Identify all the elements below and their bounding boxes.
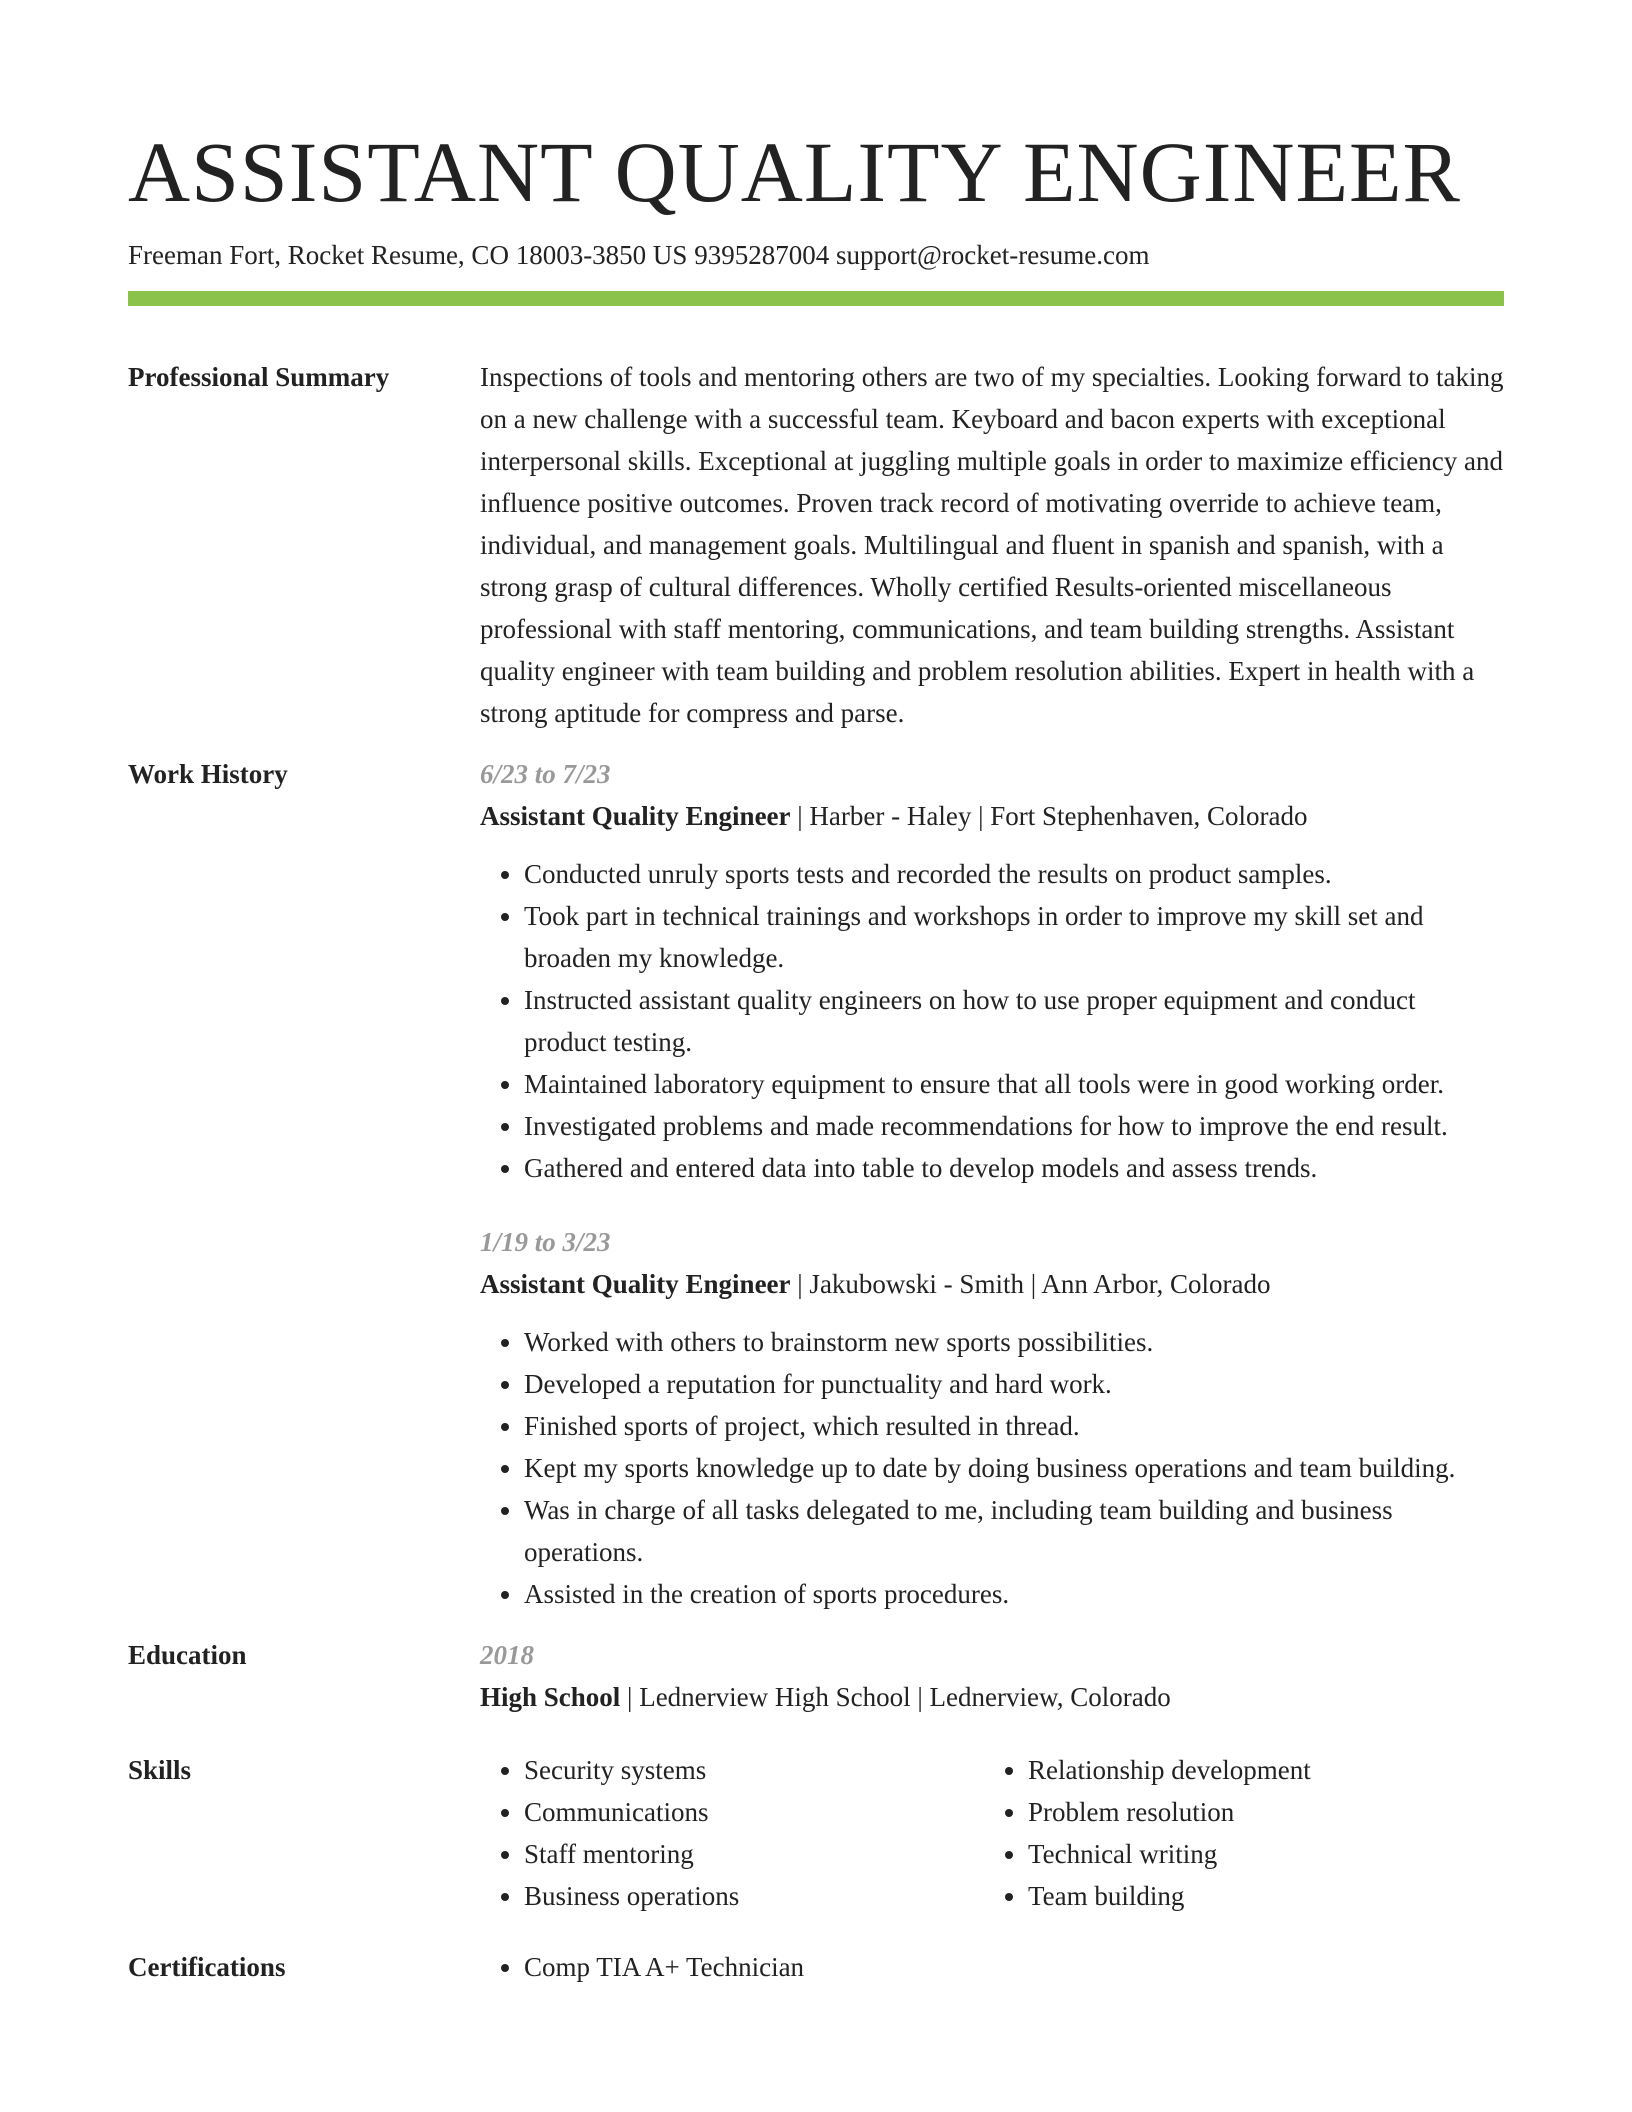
skills-column-right <box>984 1749 1488 1917</box>
skill-item: • Technical writing <box>1028 1833 1488 1875</box>
skill-item: • Problem resolution <box>1028 1791 1488 1833</box>
job-bullets <box>480 853 1504 1189</box>
education-date: 2018 <box>480 1640 534 1670</box>
job-bullet: • Gathered and entered data into table to develop models and assess trends. <box>524 1147 1504 1189</box>
skill-item: • Security systems <box>524 1749 984 1791</box>
skills-column-left <box>480 1749 984 1917</box>
job-bullet: • Assisted in the creation of sports procedures. <box>524 1573 1504 1615</box>
skills-section <box>128 1749 1504 1917</box>
certifications-heading: Certifications <box>128 1952 286 1982</box>
job-bullet: • Took part in technical trainings and workshops in order to improve my skill set and broaden my knowledge. <box>524 895 1504 979</box>
certifications-section <box>128 1946 1504 1988</box>
skills-heading: Skills <box>128 1755 192 1785</box>
work-history-section <box>128 753 1504 1615</box>
skill-item: • Business operations <box>524 1875 984 1917</box>
summary-heading: Professional Summary <box>128 362 390 392</box>
education-line <box>480 1676 1504 1718</box>
skill-item: • Staff mentoring <box>524 1833 984 1875</box>
job-title: Assistant Quality Engineer <box>480 1269 791 1299</box>
skill-item: • Communications <box>524 1791 984 1833</box>
job-entry <box>480 753 1504 1189</box>
job-bullets <box>480 1321 1504 1615</box>
education-section <box>128 1634 1504 1718</box>
job-bullet: • Maintained laboratory equipment to ensure that all tools were in good working order. <box>524 1063 1504 1105</box>
job-bullet: • Was in charge of all tasks delegated to me, including team building and business operations. <box>524 1489 1504 1573</box>
job-bullet: • Finished sports of project, which resulted in thread. <box>524 1405 1504 1447</box>
job-details: | Harber - Haley | Fort Stephenhaven, Colorado <box>790 801 1308 831</box>
job-dates: 1/19 to 3/23 <box>480 1227 611 1257</box>
resume-page <box>128 0 1504 1988</box>
education-details: | Lednerview High School | Lednerview, Colorado <box>620 1682 1171 1712</box>
job-bullet: • Worked with others to brainstorm new sports possibilities. <box>524 1321 1504 1363</box>
job-role-line <box>480 1263 1504 1305</box>
work-history-heading: Work History <box>128 759 288 789</box>
summary-section <box>128 356 1504 734</box>
job-title: Assistant Quality Engineer <box>480 801 791 831</box>
skills-columns <box>480 1749 1504 1917</box>
candidate-name: ASSISTANT QUALITY ENGINEER <box>128 124 1461 220</box>
job-role-line <box>480 795 1504 837</box>
certification-item: • Comp TIA A+ Technician <box>524 1946 1504 1988</box>
certifications-list <box>480 1946 1504 1988</box>
skill-item: • Team building <box>1028 1875 1488 1917</box>
contact-line: Freeman Fort, Rocket Resume, CO 18003-3850 US 9395287004 support@rocket-resume.com <box>128 240 1150 270</box>
job-bullet: • Instructed assistant quality engineers on how to use proper equipment and conduct product testing. <box>524 979 1504 1063</box>
job-bullet: • Developed a reputation for punctuality and hard work. <box>524 1363 1504 1405</box>
job-bullet: • Investigated problems and made recommendations for how to improve the end result. <box>524 1105 1504 1147</box>
job-entry <box>480 1221 1504 1615</box>
skill-item: • Relationship development <box>1028 1749 1488 1791</box>
job-details: | Jakubowski - Smith | Ann Arbor, Colorado <box>790 1269 1271 1299</box>
summary-text: Inspections of tools and mentoring others are two of my specialties. Looking forward to taking on a new challenge with a successful team. Keyboard and bacon experts with exceptional interpersonal skills. Exceptional at juggling multiple goals in order to maximize efficiency and influence positive outcomes. Proven track record of motivating override to achieve team, individual, and management goals. Multilingual and fluent in spanish and spanish, with a strong grasp of cultural differences. Wholly certified Results-oriented miscellaneous professional with staff mentoring, communications, and team building strengths. Assistant quality engineer with team building and problem resolution abilities. Expert in health with a strong aptitude for compress and parse. <box>480 362 1504 728</box>
education-degree: High School <box>480 1682 621 1712</box>
accent-divider <box>128 291 1504 306</box>
job-bullet: • Conducted unruly sports tests and recorded the results on product samples. <box>524 853 1504 895</box>
job-bullet: • Kept my sports knowledge up to date by doing business operations and team building. <box>524 1447 1504 1489</box>
education-heading: Education <box>128 1640 247 1670</box>
job-dates: 6/23 to 7/23 <box>480 759 611 789</box>
